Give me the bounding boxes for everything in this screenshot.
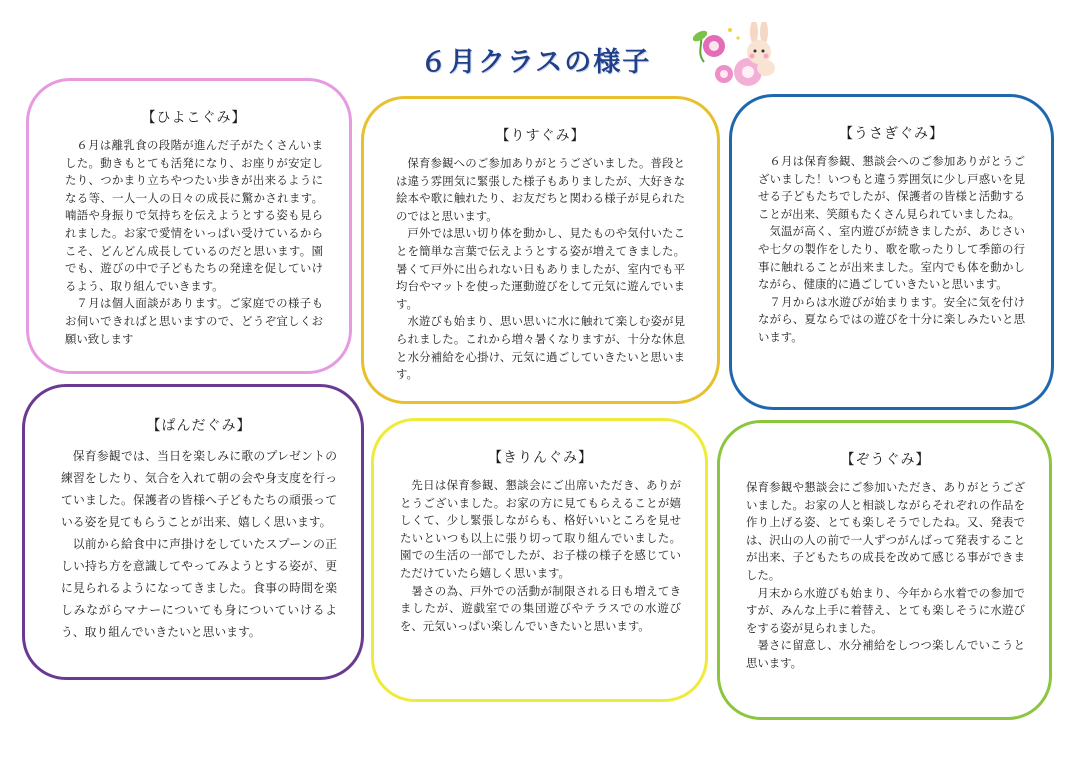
class-text-hiyoko-1: ６月は離乳食の段階が進んだ子がたくさんいました。動きもとても活発になり、お座りが安定したり、つかまり立ちやつたい歩きが出来るようになる等、一人一人の日々の成長に驚かされます。喃語や身振りで気持ちを伝えようとする姿も見られました。お家で愛情をいっぱい受けているからこそ、どんどん成長しているのだと思います。園でも、遊びの中で子どもたちの発達を促していけるよう、取り組んでいきます。 — [65, 138, 323, 293]
class-text-usagi-1: ６月は保育参観、懇談会へのご参加ありがとうございました！いつもと違う雰囲気に少し戸惑いを見せる子どもたちでしたが、保護者の皆様と活動することが出来、笑顔もたくさん見られていましたね。 — [758, 154, 1025, 221]
class-text-zou-2: 月末から水遊びも始まり、今年から水着での参加ですが、みんな上手に着替え、とても楽しそうに水遊びをする姿が見られました。 — [746, 585, 1025, 635]
class-text-zou-1: 保育参観や懇談会にご参加いただき、ありがとうございました。お家の人と相談しながらそれぞれの作品を作り上げる姿、とても楽しそうでしたね。又、発表では、沢山の人の前で一人ずつがんばって発表することが出来、子どもたちの成長を改めて感じる事ができました。 — [746, 480, 1025, 582]
class-heading-risu: 【りすぐみ】 — [495, 128, 586, 144]
page-title: ６月クラスの様子 — [420, 47, 652, 78]
class-heading-panda: 【ぱんだぐみ】 — [146, 418, 252, 434]
morning-glory-rabbit-illustration — [690, 22, 780, 92]
class-text-usagi-3: ７月からは水遊びが始まります。安全に気を付けながら、夏ならではの遊びを十分に楽しみたいと思います。 — [758, 294, 1025, 344]
class-box-zou — [717, 420, 1052, 720]
class-text-hiyoko-2: ７月は個人面談があります。ご家庭での様子もお伺いできればと思いますので、どうぞ宜しくお願い致します — [65, 296, 323, 346]
class-text-panda-2: 以前から給食中に声掛けをしていたスプーンの正しい持ち方を意識してやってみようとする姿が、更に見られるようになってきました。食事の時間を楽しみながらマナーについても身についていけるよう、取り組んでいきたいと思います。 — [61, 537, 337, 639]
class-text-kirin-1: 先日は保育参観、懇談会にご出席いただき、ありがとうございました。お家の方に見てもらえることが嬉しくて、少し緊張しながらも、格好いいところを見せたいといつも以上に張り切って取り組んでいました。園での生活の一部でしたが、お子様の様子を感じていただけていたら嬉しく思います。 — [400, 478, 681, 580]
class-text-panda-1: 保育参観では、当日を楽しみに歌のプレゼントの練習をしたり、気合を入れて朝の会や身支度を行っていました。保護者の皆様へ子どもたちの頑張っている姿を見てもらうことが出来、嬉しく思います。 — [61, 449, 337, 529]
class-text-risu-1: 保育参観へのご参加ありがとうございました。普段とは違う雰囲気に緊張した様子もありましたが、大好きな絵本や歌に触れたり、お友だちと関わる様子が見られたのではと思います。 — [396, 156, 685, 223]
class-heading-kirin: 【きりんぐみ】 — [488, 450, 593, 466]
class-box-kirin — [371, 418, 708, 702]
class-heading-usagi: 【うさぎぐみ】 — [839, 126, 944, 142]
class-text-risu-2: 戸外では思い切り体を動かし、見たものや気付いたことを簡単な言葉で伝えようとする姿が増えてきました。暑くて戸外に出られない日もありましたが、室内でも平均台やマットを使った運動遊びをして元気に遊んでいます。 — [396, 226, 685, 311]
class-heading-zou: 【ぞうぐみ】 — [840, 452, 931, 468]
class-text-usagi-2: 気温が高く、室内遊びが続きましたが、あじさいや七夕の製作をしたり、歌を歌ったりして季節の行事に触れることが出来ました。室内でも体を動かしながら、健康的に過ごしていきたいと思います。 — [758, 224, 1025, 292]
class-box-hiyoko — [26, 78, 352, 374]
class-box-risu — [361, 96, 720, 404]
class-box-panda — [22, 384, 364, 680]
class-heading-hiyoko: 【ひよこぐみ】 — [141, 110, 247, 126]
class-box-usagi — [729, 94, 1054, 410]
class-text-kirin-2: 暑さの為、戸外での活動が制限される日も増えてきましたが、遊戯室での集団遊びやテラスでの水遊びを、元気いっぱい楽しんでいきたいと思います。 — [400, 583, 681, 633]
class-text-risu-3: 水遊びも始まり、思い思いに水に触れて楽しむ姿が見られました。これから増々暑くなりますが、十分な休息と水分補給を心掛け、元気に過ごしていきたいと思います。 — [396, 314, 685, 382]
class-text-zou-3: 暑さに留意し、水分補給をしつつ楽しんでいこうと思います。 — [746, 638, 1025, 670]
